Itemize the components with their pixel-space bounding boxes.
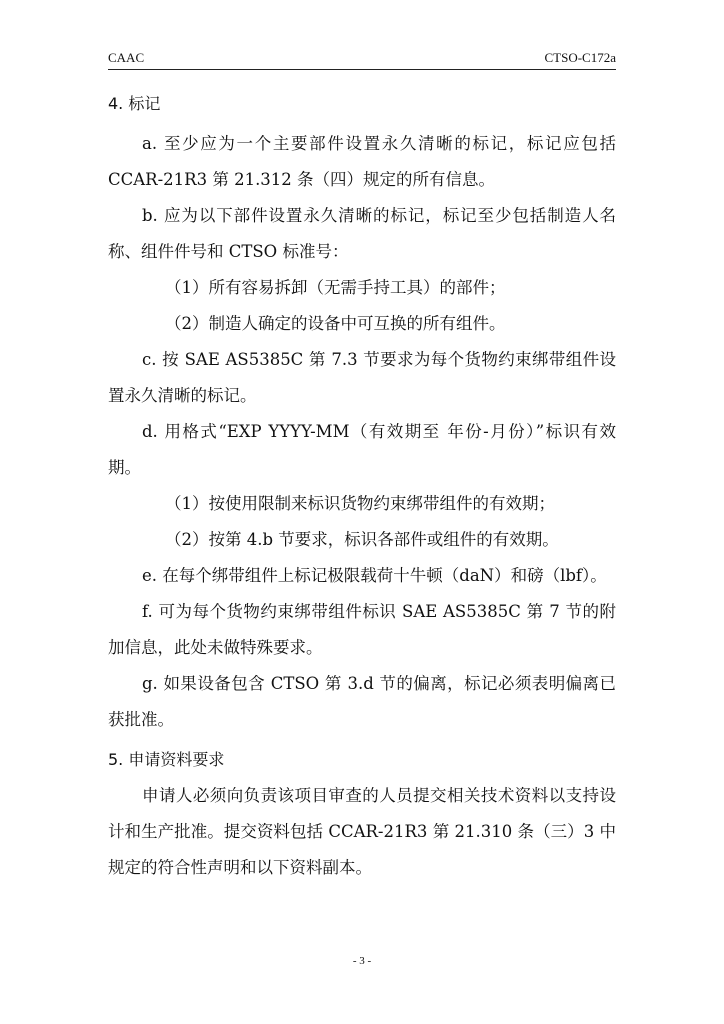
list-item: （2）按第 4.b 节要求，标识各部件或组件的有效期。 <box>165 530 559 549</box>
paragraph: e. 在每个绑带组件上标记极限载荷十牛顿（daN）和磅（lbf）。 <box>142 566 607 585</box>
list-item: （1）按使用限制来标识货物约束绑带组件的有效期； <box>165 494 555 513</box>
paragraph: b. 应为以下部件设置永久清晰的标记，标记至少包括制造人名称、组件件号和 CTSO 标准号： <box>108 206 616 261</box>
paragraph: d. 用格式“EXP YYYY-MM（有效期至 年份-月份）”标识有效期。 <box>108 422 616 477</box>
header-right: CTSO-C172a <box>544 50 616 65</box>
header-rule <box>108 69 616 70</box>
list-item: （1）所有容易拆卸（无需手持工具）的部件； <box>165 278 506 297</box>
paragraph: 申请人必须向负责该项目审查的人员提交相关技术资料以支持设计和生产批准。提交资料包括 CCAR-21R3 第 21.310 条（三）3 中规定的符合性声明和以下资料副本。 <box>108 786 616 877</box>
paragraph: g. 如果设备包含 CTSO 第 3.d 节的偏离，标记必须表明偏离已获批准。 <box>108 674 616 729</box>
page-header <box>108 50 616 66</box>
paragraph: f. 可为每个货物约束绑带组件标识 SAE AS5385C 第 7 节的附加信息，此处未做特殊要求。 <box>108 602 616 657</box>
paragraph: a. 至少应为一个主要部件设置永久清晰的标记，标记应包括CCAR-21R3 第 21.312 条（四）规定的所有信息。 <box>108 134 616 189</box>
paragraph: c. 按 SAE AS5385C 第 7.3 节要求为每个货物约束绑带组件设置永久清晰的标记。 <box>108 350 616 405</box>
list-item: （2）制造人确定的设备中可互换的所有组件。 <box>165 314 506 333</box>
section-heading: 4. 标记 <box>108 94 161 113</box>
header-left: CAAC <box>108 50 145 65</box>
page-number: - 3 - <box>352 955 372 967</box>
document-body <box>108 86 616 886</box>
section-heading: 5. 申请资料要求 <box>108 750 225 769</box>
